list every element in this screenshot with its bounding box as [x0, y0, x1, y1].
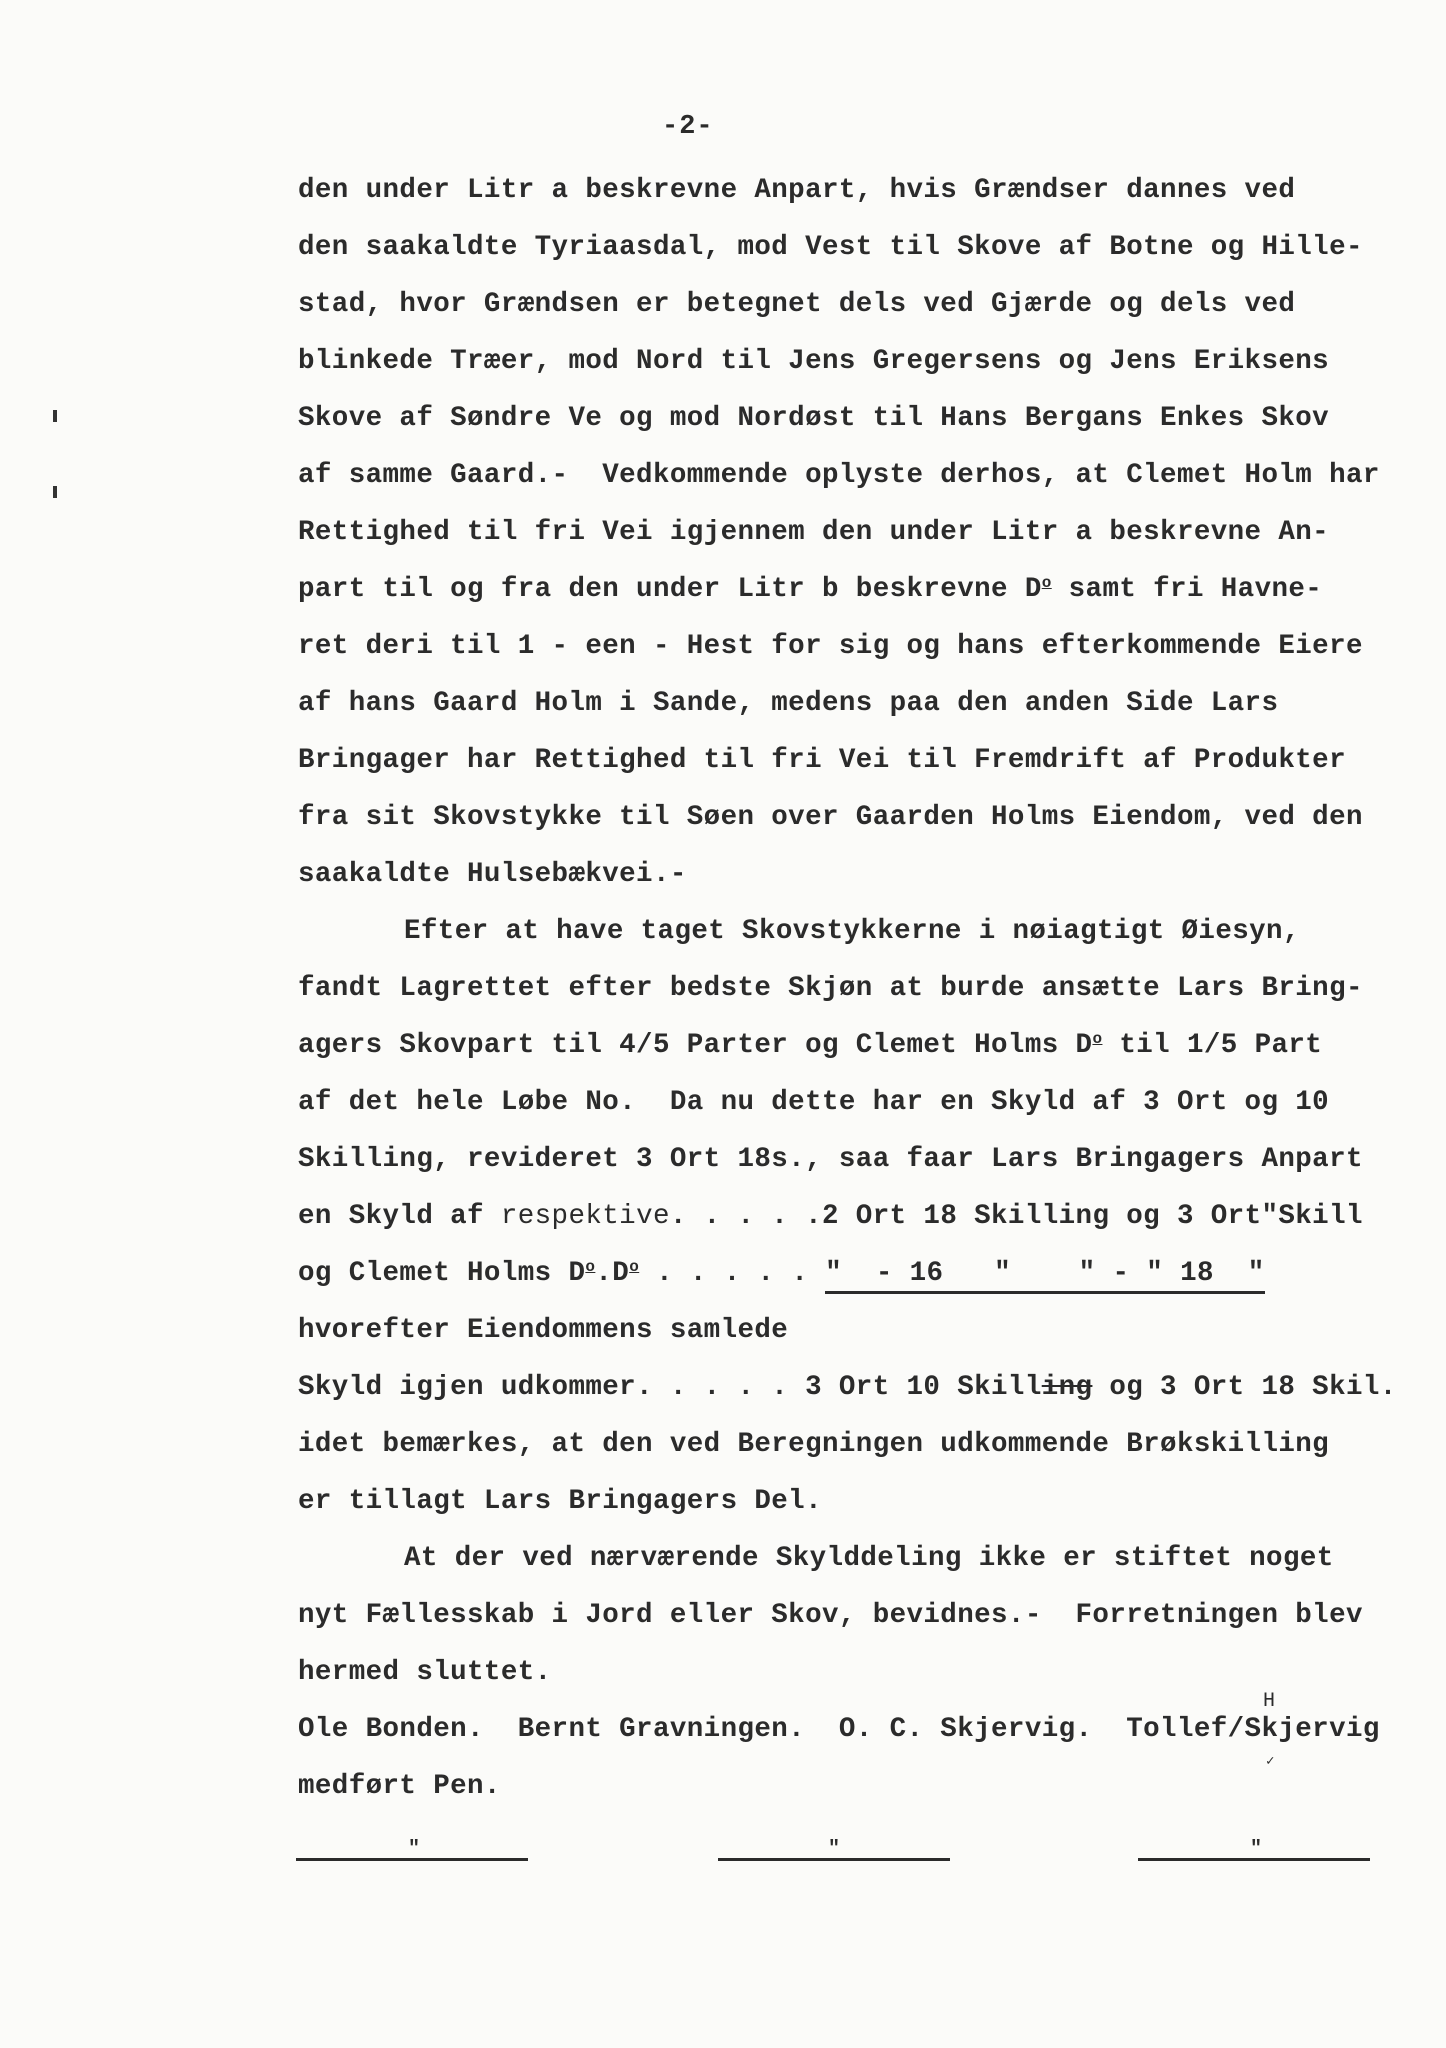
- signature-line: Ole Bonden. Bernt Gravningen. O. C. Skjervig. Tollef/Skjervig: [298, 1714, 1380, 1745]
- text-segment: og 3 Ort 18 Skil.: [1092, 1372, 1397, 1403]
- text-line: Bringager har Rettighed til fri Vei til Fremdrift af Produkter: [298, 745, 1346, 776]
- text-line: af det hele Løbe No. Da nu dette har en Skyld af 3 Ort og 10: [298, 1087, 1330, 1118]
- ditto-superscript: o: [1092, 1030, 1103, 1048]
- text-segment: og Clemet Holms D: [298, 1258, 586, 1289]
- text-line: hermed sluttet.: [298, 1657, 552, 1688]
- text-line: den saakaldte Tyriaasdal, mod Vest til Skove af Botne og Hille-: [298, 232, 1363, 263]
- text-line: af samme Gaard.- Vedkommende oplyste derhos, at Clemet Holm har: [298, 460, 1380, 491]
- text-line: Skove af Søndre Ve og mod Nordøst til Hans Bergans Enkes Skov: [298, 403, 1330, 434]
- ditto-mark: ": [408, 1838, 421, 1861]
- text-segment: Skyld igjen udkommer. . . . . 3 Ort 10 Skill: [298, 1372, 1042, 1403]
- text-line: At der ved nærværende Skylddeling ikke er stiftet noget: [404, 1543, 1334, 1574]
- text-line: den under Litr a beskrevne Anpart, hvis Grændser dannes ved: [298, 175, 1296, 206]
- margin-mark: [53, 410, 57, 422]
- struck-text: ing: [1041, 1372, 1093, 1403]
- check-mark: ✓: [1266, 1754, 1275, 1770]
- text-line: ret deri til 1 - een - Hest for sig og hans efterkommende Eiere: [298, 631, 1363, 662]
- text-segment: en Skyld af: [298, 1201, 501, 1232]
- text-line: blinkede Træer, mod Nord til Jens Gregersens og Jens Eriksens: [298, 346, 1330, 377]
- text-line: saakaldte Hulsebækvei.-: [298, 859, 687, 890]
- text-line: [298, 1017, 1443, 1074]
- text-line: Skilling, revideret 3 Ort 18s., saa faar Lars Bringagers Anpart: [298, 1144, 1363, 1175]
- ditto-superscript: o: [1041, 574, 1052, 592]
- text-line: er tillagt Lars Bringagers Del.: [298, 1486, 822, 1517]
- text-line: hvorefter Eiendommens samlede: [298, 1315, 789, 1346]
- ditto-superscript: o: [585, 1258, 596, 1276]
- text-line: fra sit Skovstykke til Søen over Gaarden Holms Eiendom, ved den: [298, 802, 1363, 833]
- text-line: af hans Gaard Holm i Sande, medens paa den anden Side Lars: [298, 688, 1279, 719]
- text-segment: til 1/5 Part: [1102, 1030, 1323, 1061]
- text-line: fandt Lagrettet efter bedste Skjøn at burde ansætte Lars Bring-: [298, 973, 1363, 1004]
- underlined-amounts: " - 16 " " - " 18 ": [825, 1258, 1264, 1294]
- text-segment: part til og fra den under Litr b beskrevne D: [298, 574, 1042, 605]
- text-line: nyt Fællesskab i Jord eller Skov, bevidnes.- Forretningen blev: [298, 1600, 1363, 1631]
- text-segment: samt fri Havne-: [1051, 574, 1323, 605]
- text-line: [298, 1188, 1443, 1245]
- text-line: stad, hvor Grændsen er betegnet dels ved Gjærde og dels ved: [298, 289, 1296, 320]
- text-segment: . . . . .: [639, 1258, 826, 1289]
- handwritten-insert: H: [1263, 1690, 1276, 1713]
- text-segment: . . . . .2 Ort 18 Skilling og 3 Ort"Skill: [669, 1201, 1363, 1232]
- margin-mark: [53, 486, 57, 498]
- text-segment: agers Skovpart til 4/5 Parter og Clemet Holms D: [298, 1030, 1093, 1061]
- text-line: idet bemærkes, at den ved Beregningen udkommende Brøkskilling: [298, 1429, 1330, 1460]
- ditto-mark: ": [828, 1838, 841, 1861]
- text-line: Efter at have taget Skovstykkerne i nøiagtigt Øiesyn,: [404, 916, 1300, 947]
- page-number: -2-: [662, 112, 714, 142]
- text-line: medført Pen.: [298, 1771, 501, 1802]
- text-line: [298, 1359, 1443, 1416]
- ditto-superscript: o: [629, 1258, 640, 1276]
- text-line: [298, 561, 1443, 618]
- document-body: [298, 162, 1443, 1815]
- text-line: Rettighed til fri Vei igjennem den under Litr a beskrevne An-: [298, 517, 1330, 548]
- ditto-mark: ": [1250, 1838, 1263, 1861]
- text-line: [298, 1245, 1443, 1302]
- text-segment: .D: [595, 1258, 630, 1289]
- text-segment: respektive: [500, 1201, 670, 1232]
